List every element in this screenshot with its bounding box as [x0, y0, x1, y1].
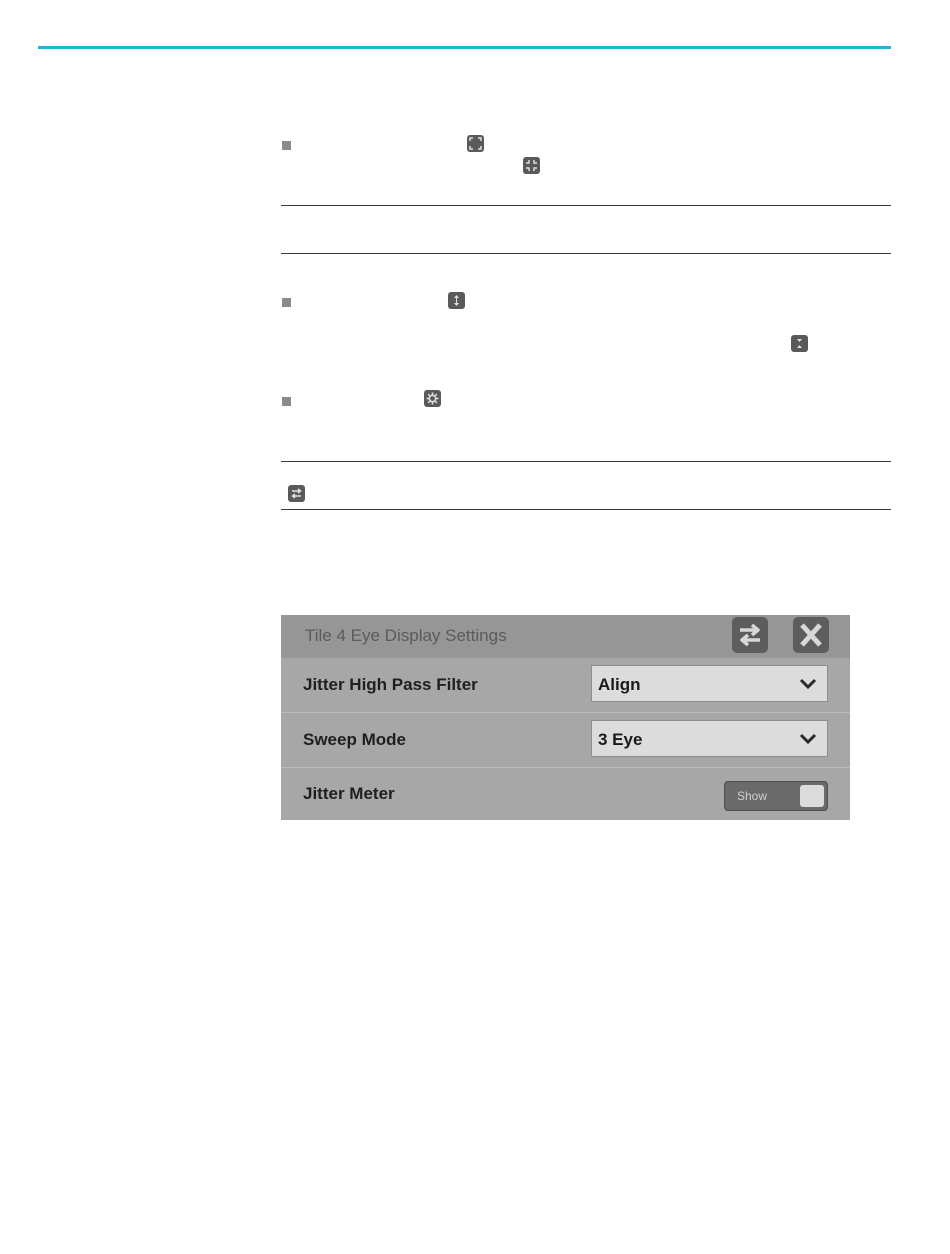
- select-value: 3 Eye: [598, 730, 643, 749]
- note-rule-bottom: [281, 509, 891, 510]
- note-rule-top: [281, 461, 891, 462]
- setting-row-sweep-mode: [281, 713, 850, 767]
- collapse-vertical-icon[interactable]: [791, 335, 808, 352]
- expand-vertical-icon[interactable]: [448, 292, 465, 309]
- maximize-icon[interactable]: [467, 135, 484, 152]
- swap-icon: [737, 622, 763, 648]
- setting-row-jitter-meter: [281, 768, 850, 822]
- jitter-meter-toggle[interactable]: [724, 781, 828, 811]
- toggle-knob[interactable]: [800, 785, 824, 807]
- setting-row-jitter-high-pass-filter: [281, 658, 850, 712]
- panel-header: [281, 615, 850, 658]
- note-rule-bottom: [281, 253, 891, 254]
- jitter-high-pass-filter-select[interactable]: [591, 665, 828, 702]
- setting-label: Sweep Mode: [303, 730, 406, 749]
- bullet-marker: [282, 141, 291, 150]
- sweep-mode-select[interactable]: [591, 720, 828, 757]
- gear-icon[interactable]: [424, 390, 441, 407]
- restore-icon[interactable]: [523, 157, 540, 174]
- select-value: Align: [598, 675, 641, 694]
- close-button[interactable]: [793, 617, 829, 653]
- chevron-down-icon: [799, 733, 817, 745]
- close-icon: [798, 622, 824, 648]
- chevron-down-icon: [799, 678, 817, 690]
- setting-label: Jitter High Pass Filter: [303, 675, 478, 694]
- bullet-marker: [282, 397, 291, 406]
- eye-display-settings-panel: [281, 615, 850, 820]
- swap-button[interactable]: [732, 617, 768, 653]
- note-rule-top: [281, 205, 891, 206]
- bullet-marker: [282, 298, 291, 307]
- swap-icon[interactable]: [288, 485, 305, 502]
- toggle-label: Show: [737, 789, 768, 803]
- panel-title: Tile 4 Eye Display Settings: [305, 626, 507, 645]
- setting-label: Jitter Meter: [303, 784, 395, 803]
- header-accent-rule: [38, 46, 891, 49]
